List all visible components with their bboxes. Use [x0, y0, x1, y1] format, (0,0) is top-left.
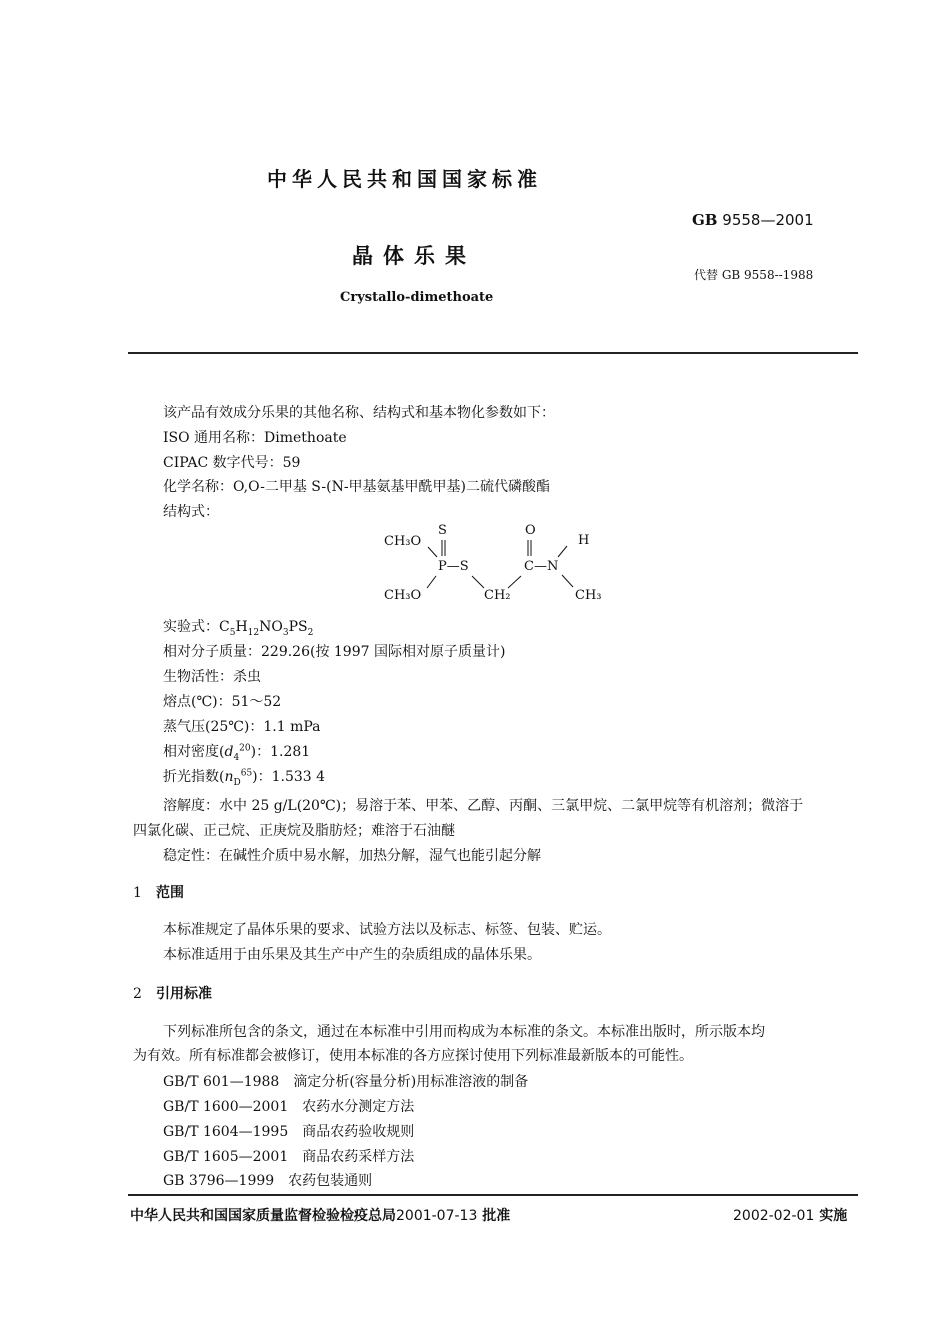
intro-lead: 该产品有效成分乐果的其他名称、结构式和基本物化参数如下： — [163, 405, 555, 421]
refr-label: 折光指数( — [163, 769, 225, 785]
section-1-para-1: 本标准规定了晶体乐果的要求、试验方法以及标志、标签、包装、贮运。 — [163, 922, 611, 938]
standard-number — [692, 211, 814, 229]
section-1-number: 1 — [133, 885, 142, 901]
approval-word: 批准 — [482, 1208, 511, 1224]
reference-standard: GB 3796—1999 农药包装通则 — [163, 1173, 373, 1189]
footer-divider — [128, 1194, 858, 1196]
solubility-line-1: 溶解度：水中 25 g/L(20℃)；易溶于苯、甲苯、乙醇、丙酮、三氯甲烷、二氯甲烷等有机溶剂；微溶于 — [163, 798, 804, 814]
density-label: 相对密度( — [163, 744, 225, 760]
density-value: )：1.281 — [250, 744, 311, 760]
implementation-word: 实施 — [819, 1208, 848, 1224]
replaces-note: 代替 GB 9558--1988 — [694, 268, 814, 282]
header-divider — [128, 352, 858, 354]
melting-point: 熔点(℃)：51～52 — [163, 694, 282, 710]
hydrogen-top: H — [578, 533, 590, 548]
section-1-para-2: 本标准适用于由乐果及其生产中产生的杂质组成的晶体乐果。 — [163, 947, 541, 963]
section-2-heading — [133, 983, 212, 1003]
c-n-group: C—N — [524, 559, 559, 574]
national-standard-title: 中华人民共和国国家标准 — [267, 167, 542, 191]
p-s-group: P—S — [438, 559, 469, 574]
gb-prefix: GB — [692, 211, 718, 229]
section-2-para-line-1: 下列标准所包含的条文，通过在本标准中引用而构成为本标准的条文。本标准出版时，所示版本均 — [163, 1024, 765, 1040]
reference-standard: GB/T 601—1988 滴定分析(容量分析)用标准溶液的制备 — [163, 1074, 529, 1090]
ch3o-bottom: CH₃O — [384, 588, 422, 603]
implementation-line — [733, 1205, 847, 1225]
refractive-index: 折光指数$(n_D^{65})$：1.533 4 — [163, 768, 326, 788]
structural-formula — [380, 523, 620, 610]
section-1-heading — [133, 882, 184, 902]
oxygen-top: O — [525, 523, 536, 538]
approval-org: 中华人民共和国国家质量监督检验检疫总局 — [130, 1208, 396, 1224]
sulfur-top: S — [438, 523, 447, 538]
molecular-weight: 相对分子质量：229.26(按 1997 国际相对原子质量计) — [163, 644, 506, 660]
vapor-pressure: 蒸气压(25℃)：1.1 mPa — [163, 719, 321, 735]
formula-label: 实验式： — [163, 619, 219, 635]
approval-date: 2001-07-13 — [396, 1208, 478, 1224]
biological-activity: 生物活性：杀虫 — [163, 669, 261, 685]
section-2-title: 引用标准 — [156, 986, 212, 1002]
section-2-para-line-2: 为有效。所有标准都会被修订，使用本标准的各方应探讨使用下列标准最新版本的可能性。 — [133, 1048, 693, 1064]
cipac-code: CIPAC 数字代号：59 — [163, 455, 301, 471]
implementation-date: 2002-02-01 — [733, 1208, 815, 1224]
structure-label: 结构式： — [163, 504, 219, 520]
ch3-group: CH₃ — [575, 588, 602, 603]
section-1-title: 范围 — [156, 885, 184, 901]
document-title: 晶体乐果 — [352, 244, 476, 268]
reference-standard: GB/T 1605—2001 商品农药采样方法 — [163, 1149, 415, 1165]
iso-name: ISO 通用名称：Dimethoate — [163, 430, 347, 446]
refr-value: )：1.533 4 — [252, 769, 326, 785]
reference-standard: GB/T 1600—2001 农药水分测定方法 — [163, 1099, 415, 1115]
gb-number: 9558—2001 — [722, 211, 814, 229]
reference-standard: GB/T 1604—1995 商品农药验收规则 — [163, 1124, 415, 1140]
empirical-formula: 实验式：$C_5H_{12}NO_3PS_2$ — [163, 619, 314, 638]
approval-line — [130, 1205, 510, 1225]
ch2-group: CH₂ — [484, 588, 511, 603]
solubility-line-2: 四氯化碳、正己烷、正庚烷及脂肪烃；难溶于石油醚 — [133, 823, 455, 839]
ch3o-top: CH₃O — [384, 534, 422, 549]
stability: 稳定性：在碱性介质中易水解，加热分解，湿气也能引起分解 — [163, 848, 541, 864]
chemical-name: 化学名称：O,O-二甲基 S-(N-甲基氨基甲酰甲基)二硫代磷酸酯 — [163, 479, 551, 495]
section-2-number: 2 — [133, 986, 142, 1002]
english-title: Crystallo-dimethoate — [340, 290, 494, 305]
relative-density: 相对密度$(d_4^{20})$：1.281 — [163, 743, 311, 763]
